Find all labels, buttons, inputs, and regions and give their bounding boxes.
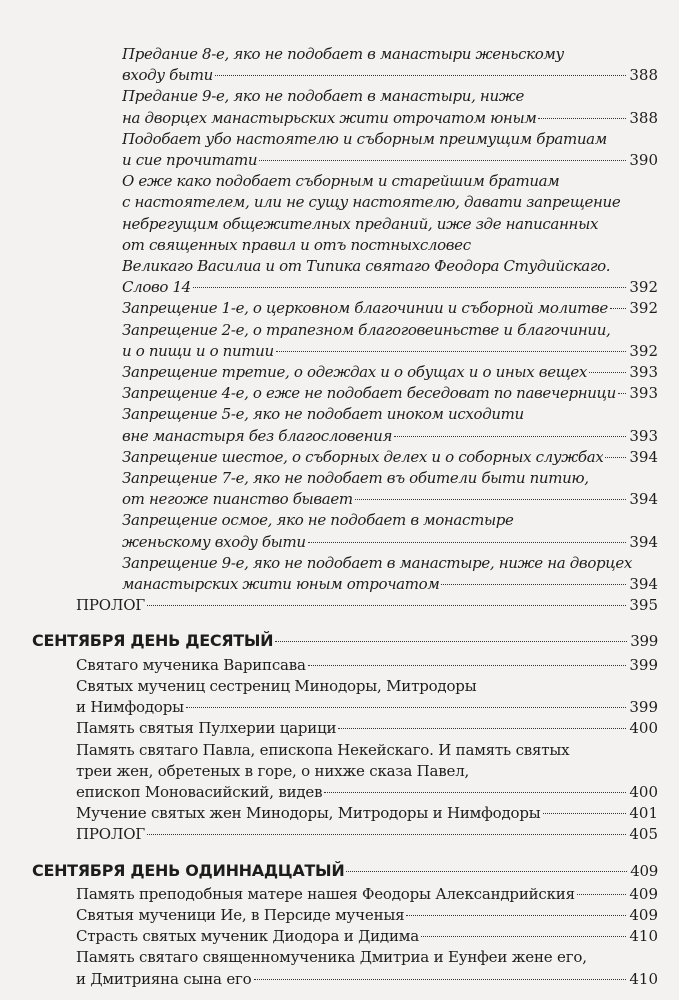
toc-entry-line: О еже како подобает съборным и старейшим братиам bbox=[122, 172, 560, 191]
toc-entry-line: вне манастыря без благословения bbox=[122, 426, 393, 445]
toc-entry-line: Запрещение 2-е, о трапезном благоговеиньстве и благочинии, bbox=[122, 320, 611, 339]
toc-entry bbox=[32, 404, 658, 446]
dot-leader bbox=[254, 979, 627, 980]
toc-entry bbox=[32, 86, 658, 128]
toc-entry bbox=[32, 44, 658, 86]
toc-entry-line: Запрещение 5-е, яко не подобает иноком исходити bbox=[122, 405, 524, 424]
dot-leader bbox=[577, 894, 626, 895]
toc-entry-line: и Нимфодоры bbox=[76, 698, 184, 717]
toc-entry bbox=[32, 595, 658, 616]
toc-entry-line: манастырских жити юным отрочатом bbox=[122, 575, 440, 594]
toc-entry-line: Святаго мученика Варипсава bbox=[76, 655, 306, 674]
page-number: 394 bbox=[629, 490, 658, 509]
page-number: 410 bbox=[629, 969, 658, 988]
table-of-contents bbox=[32, 44, 658, 990]
toc-section-heading bbox=[32, 630, 658, 652]
toc-entry bbox=[32, 740, 658, 804]
toc-entry-line: ПРОЛОГ bbox=[76, 596, 146, 615]
toc-entry-line: Запрещение 4-е, о еже не подобает беседоват по павечерници bbox=[122, 384, 616, 403]
toc-entry bbox=[32, 298, 658, 319]
toc-entry-line: Память преподобныя матере нашея Феодоры Александрийския bbox=[76, 884, 575, 903]
dot-leader bbox=[355, 499, 627, 500]
dot-leader bbox=[186, 707, 626, 708]
page-number: 392 bbox=[629, 278, 658, 297]
toc-entry-line: СЕНТЯБРЯ ДЕНЬ ОДИННАДЦАТЫЙ bbox=[32, 860, 345, 880]
page-number: 400 bbox=[629, 782, 658, 801]
dot-leader bbox=[308, 542, 627, 543]
toc-entry-line: ПРОЛОГ bbox=[76, 825, 146, 844]
toc-entry-line: от негоже пианство бывает bbox=[122, 490, 353, 509]
page-number: 399 bbox=[629, 698, 658, 717]
toc-entry-line: Запрещение 9-е, яко не подобает в манастыре, ниже на дворцех bbox=[122, 553, 632, 572]
toc-entry-line: Предание 8-е, яко не подобает в манастыри женьскому bbox=[122, 45, 564, 63]
toc-entry bbox=[32, 655, 658, 676]
toc-entry-line: Запрещение третие, о одеждах и о обущах и о иных вещех bbox=[122, 363, 588, 382]
toc-entry bbox=[32, 362, 658, 383]
page-number: 392 bbox=[629, 341, 658, 360]
page-number: 393 bbox=[629, 426, 658, 445]
dot-leader bbox=[346, 871, 627, 872]
toc-entry-line: Запрещение 7-е, яко не подобает въ обители быти питию, bbox=[122, 469, 589, 488]
page-number: 410 bbox=[629, 927, 658, 946]
dot-leader bbox=[338, 728, 626, 729]
toc-section-heading bbox=[32, 860, 658, 882]
page-number: 393 bbox=[629, 384, 658, 403]
toc-entry-line: Великаго Василиа и от Типика святаго Феодора Студийскаго. bbox=[122, 257, 611, 276]
toc-entry-line: и Дмитрияна сына его bbox=[76, 969, 252, 988]
dot-leader bbox=[259, 160, 626, 161]
toc-entry-line: СЕНТЯБРЯ ДЕНЬ ДЕСЯТЫЙ bbox=[32, 631, 274, 651]
page-number: 409 bbox=[629, 905, 658, 924]
toc-entry-line: от священных правил и отъ постныхсловес bbox=[122, 235, 471, 254]
toc-entry-line: небрегущим общежителных преданий, иже зде написанных bbox=[122, 214, 599, 233]
toc-entry bbox=[32, 468, 658, 510]
toc-entry-line: и о пищи и о питии bbox=[122, 341, 274, 360]
toc-entry-line: Память святаго священномученика Дмитриа и Еунфеи жене его, bbox=[76, 948, 587, 967]
toc-entry bbox=[32, 171, 658, 298]
toc-entry-line: епископ Моновасийский, видев bbox=[76, 782, 323, 801]
dot-leader bbox=[193, 287, 626, 288]
dot-leader bbox=[215, 75, 626, 76]
page-number: 392 bbox=[629, 299, 658, 318]
page-number: 388 bbox=[629, 66, 658, 85]
dot-leader bbox=[610, 308, 627, 309]
toc-entry bbox=[32, 884, 658, 905]
toc-entry bbox=[32, 510, 658, 552]
page-number: 394 bbox=[629, 447, 658, 466]
page-number: 388 bbox=[629, 108, 658, 127]
toc-entry-line: Предание 9-е, яко не подобает в манастыри, ниже bbox=[122, 87, 524, 106]
dot-leader bbox=[276, 351, 627, 352]
toc-entry bbox=[32, 947, 658, 989]
dot-leader bbox=[605, 457, 626, 458]
dot-leader bbox=[406, 915, 626, 916]
page-number: 399 bbox=[630, 632, 658, 651]
toc-entry-line: Запрещение осмое, яко не подобает в монастыре bbox=[122, 511, 514, 530]
toc-entry bbox=[32, 926, 658, 947]
toc-entry bbox=[32, 383, 658, 404]
dot-leader bbox=[394, 436, 626, 437]
toc-entry-line: Память святаго Павла, епископа Некейскаго. И память святых bbox=[76, 740, 570, 759]
page-number: 394 bbox=[629, 532, 658, 551]
page-number: 405 bbox=[629, 825, 658, 844]
toc-entry-line: Мучение святых жен Минодоры, Митродоры и Нимфодоры bbox=[76, 804, 541, 823]
toc-entry-line: на дворцех манастырьских жити отрочатом юным bbox=[122, 108, 537, 127]
toc-entry-line: с настоятелем, или не сущу настоятелю, давати запрещение bbox=[122, 193, 621, 212]
dot-leader bbox=[147, 834, 626, 835]
page-number: 390 bbox=[629, 151, 658, 170]
dot-leader bbox=[543, 813, 627, 814]
toc-entry bbox=[32, 803, 658, 824]
toc-entry bbox=[32, 905, 658, 926]
toc-entry-line: входу быти bbox=[122, 66, 213, 85]
dot-leader bbox=[275, 641, 627, 642]
dot-leader bbox=[441, 584, 626, 585]
page-number: 399 bbox=[629, 655, 658, 674]
toc-entry-line: и сие прочитати bbox=[122, 151, 258, 170]
dot-leader bbox=[421, 936, 626, 937]
page-number: 400 bbox=[629, 719, 658, 738]
toc-entry-line: женьскому входу быти bbox=[122, 532, 306, 551]
dot-leader bbox=[538, 118, 626, 119]
toc-entry-line: Подобает убо настоятелю и съборным преимущим братиам bbox=[122, 129, 607, 148]
page-number: 393 bbox=[629, 363, 658, 382]
dot-leader bbox=[147, 605, 626, 606]
toc-entry-line: Страсть святых мученик Диодора и Дидима bbox=[76, 927, 419, 946]
toc-entry bbox=[32, 824, 658, 845]
toc-entry-line: Память святыя Пулхерии царици bbox=[76, 719, 337, 738]
toc-entry bbox=[32, 320, 658, 362]
page-number: 401 bbox=[629, 804, 658, 823]
toc-entry bbox=[32, 447, 658, 468]
dot-leader bbox=[308, 665, 627, 666]
dot-leader bbox=[618, 393, 626, 394]
page-number: 395 bbox=[629, 596, 658, 615]
page-number: 409 bbox=[629, 884, 658, 903]
toc-entry-line: Запрещение 1-е, о церковном благочинии и съборной молитве bbox=[122, 299, 608, 318]
toc-entry bbox=[32, 718, 658, 739]
toc-entry bbox=[32, 676, 658, 718]
toc-entry-line: треи жен, обретеных в горе, о нихже сказа Павел, bbox=[76, 761, 470, 780]
toc-entry-line: Слово 14 bbox=[122, 278, 191, 297]
dot-leader bbox=[589, 372, 626, 373]
toc-entry-line: Святых мучениц сестрениц Минодоры, Митродоры bbox=[76, 676, 477, 695]
dot-leader bbox=[324, 792, 626, 793]
toc-entry-line: Запрещение шестое, о съборных делех и о соборных службах bbox=[122, 447, 604, 466]
page-number: 394 bbox=[629, 575, 658, 594]
toc-entry bbox=[32, 129, 658, 171]
toc-entry bbox=[32, 553, 658, 595]
page-number: 409 bbox=[630, 861, 658, 880]
toc-entry-line: Святыя мученици Ие, в Персиде мученыя bbox=[76, 905, 405, 924]
